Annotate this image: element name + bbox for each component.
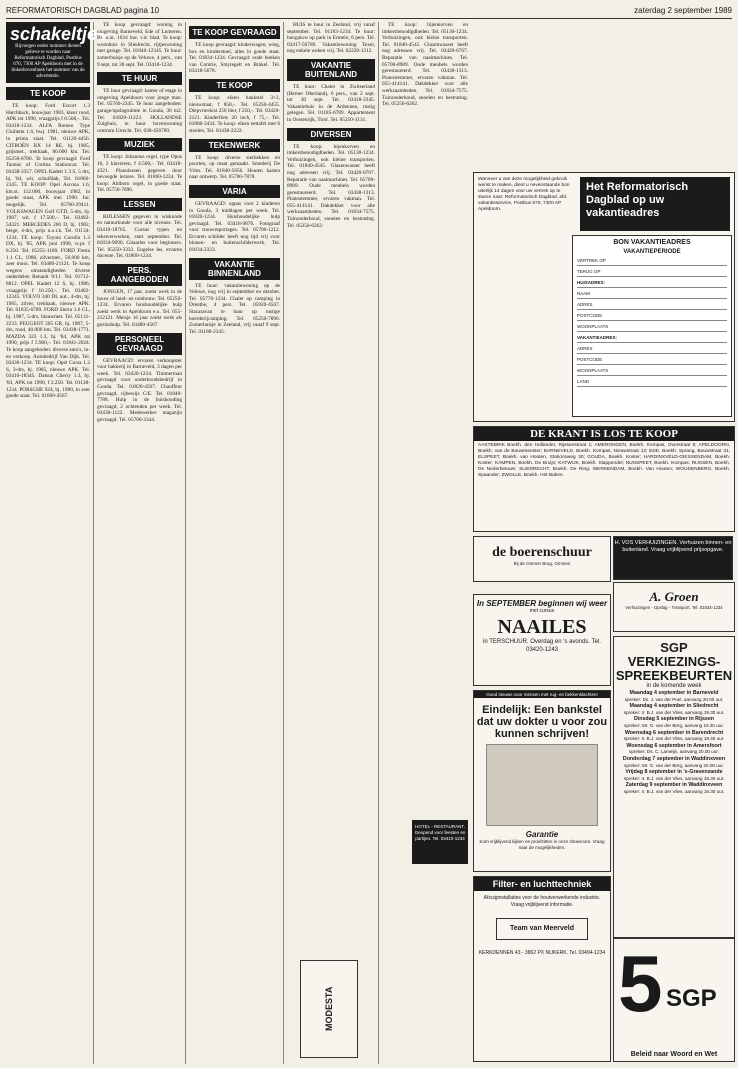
event-detail: spreker: Mr. G. van der Berg, aanvang 20.00 uur. <box>624 762 724 768</box>
ad-subheadline: in de komende week <box>646 683 702 689</box>
modesta-ad: MODESTA <box>300 960 358 1058</box>
column-2 <box>97 22 182 1064</box>
classified-text: GEVRAAGD: ervaren verkoopster voor bakkerij in Barneveld, 3 dagen per week. Tel. 03420-1234. Timmerman gevraagd voor onderhoudsbedrijf in Gouda. Tel. 01820-4567. Chauffeur gevraagd, rijbewijs C/E. Tel. 01840-7788. Hulp in de huishouding gevraagd, 2 ochtenden per week. Tel. 03430-1122. Medewerker magazijn gevraagd. Tel. 05700-3344. <box>97 357 182 423</box>
ad-headline: Het Reformatorisch Dagblad op uw vakantieadres <box>580 177 730 231</box>
event-detail: spreker: Mr. G. van der Berg, aanvang 19.30 uur. <box>624 722 724 728</box>
classified-text: HUIS te huur in Zeeland, vrij vanaf september. Tel. 01183-1234. Te huur: bungalow op park in Ermelo, 6 pers. Tel. 03417-56789. Vakantiewoning Texel, nog enkele weken vrij. Tel. 02220-1212. <box>287 22 375 55</box>
column-1 <box>6 22 108 1064</box>
section-heading: TE HUUR <box>97 72 182 85</box>
ad-headline: SGP VERKIEZINGS-SPREEKBEURTEN <box>615 640 733 683</box>
classified-text: TE koop: Ford Escort 1.3 Hatchback, bouwjaar 1983, kleur rood, APK tot 1990, vraagprijs f 6.500,-. Tel. 03418-1234. ALFA Romeo Type Giulietta 1.6, bwj. 1981, nieuwe APK, in prima staat. Tel. 01120-4456. CITROËN BX 14 RE, bj. 1985, grijsmet., trekhaak, 80.000 km. Tel. 05250-6780. Te koop gevraagd: Ford Taunus of Cortina Stationcar. Tel. 03438-3357. OPEL Kadett 1.3 S, 5 drs, bj. '84, wit, schuifdak, Tel. 01866-2345. TE KOOP: Opel Ascona 1.6, km.st. 112.000, bouwjaar 1982, in goede staat, APK mei 1990. Inr. mogelijk. Tel. 05700-29411. VOLKSWAGEN Golf GTD, 5-drs, bj. 1987, wit. f 17.500,-. Tel. 03402-54321. MERCEDES 200 D, bj. 1982, beige, 4-drs, prijs n.o.t.k. Tel. 01134-1234. TE koop: Toyota Corolla 1.3 DX, bj. '85, APK juni 1990, vr.pr. f 8.250. Tel. 05255-1180. FORD Fiesta 1.1 CL, 1986, zilvermet., 56.000 km, zeer mooi. Tel. 03480-21121. Te koop wegens omstandigheden diverse onderdelen Renault 9/11. Tel. 01712-8812. OPEL Kadett 12 S, bj. 1986, vraagprijs f 10.250,-. Tel. 03402-12345. VOLVO 340 DL aut., 4-drs, bj. 1985, zilver, trekhaak, nieuwe APK. Tel. 01835-6789. FORD Sierra 1.6 CL, bj. 1987, 5-drs, blauwmet. Tel. 05131-2233. PEUGEOT 205 GR, bj. 1987, 5-drs, rood, 40.000 km. Tel. 03438-1771. MAZDA 323 1.3, bj. '84, APK tot 1990, prijs f 5.900,-. Tel. 01841-2024. Te koop aangeboden: diverse auto's, in- en verkoop. Autobedrijf Van Dijk. Tel. 03436-1234. TE koop: Opel Corsa 1.2 S, 3-drs, bj. 1985, nieuwe APK. Tel. 03410-18345. Datsun Cherry 1.3, bj. '83, APK tot 1990, f 2.250. Tel. 01138-1234. PORSCHE 924, bj. 1980, in zeer goede staat. Tel. 01660-4567. <box>6 103 90 400</box>
ad-headline: de boerenschuur <box>492 545 592 560</box>
sgp-list-ad <box>613 938 735 1062</box>
event-item <box>614 691 734 702</box>
coupon-field[interactable]: ADRES <box>577 345 727 354</box>
section-heading: TE KOOP <box>6 87 90 100</box>
sgp-election-ad <box>613 636 735 938</box>
section-heading: MUZIEK <box>97 138 182 151</box>
classified-text: BIJLESSEN gegeven in wiskunde en natuurkunde voor alle niveaus. Tel. 03410-18765. Cursus typen en tekstverwerken, start september. Tel. 01834-9090. Gitaarles voor beginners. Tel. 05250-3333. Engelse les, ervaren docente. Tel. 01800-1234. <box>97 213 182 260</box>
coupon-field[interactable]: TERUG OP <box>577 268 727 277</box>
sofa-photo <box>486 744 598 826</box>
section-heading: VAKANTIE BUITENLAND <box>287 59 375 81</box>
ad-headline: A. Groen <box>649 589 699 604</box>
section-heading: TE KOOP <box>189 79 280 92</box>
classified-text: TE koop: Johannus orgel, type Opus 10, 2 klavieren, f 4.500,-. Tel. 03418-4321. Pianolessen gegeven door bevoegde lerares. Tel. 01860-1234. Te koop: Ahlborn orgel, in goede staat. Tel. 05750-7896. <box>97 154 182 194</box>
event-item <box>614 731 734 742</box>
ad-intro: In SEPTEMBER beginnen wij weer <box>476 599 608 608</box>
classified-text: TE huur: vakantiewoning op de Veluwe, nog vrij in september en oktober. Tel. 05770-1234. Chalet op camping in Drenthe, 4 pers. Tel. 05920-4567. Stacaravan te huur op rustige boerderijcamping. Tel. 05250-7890. Zomerhuisje in Zeeland, vrij vanaf 9 sept. Tel. 01180-2345. <box>189 282 280 335</box>
ad-headline: Eindelijk: Een bankstel dat uw dokter u voor zou kunnen schrijven! <box>476 704 608 740</box>
ad-text: Afzuiginstallaties voor de houtverwerkende industrie. Vraag vrijblijvend informatie. <box>483 895 601 908</box>
section-heading: TE KOOP GEVRAAGD <box>189 26 280 39</box>
event-item <box>614 757 734 768</box>
sofa-ad <box>473 690 611 872</box>
section-heading: PERSONEEL GEVRAAGD <box>97 333 182 355</box>
ad-text: Kom vrijblijvend kijken en proefzitten in onze showroom. Vraag naar de mogelijkheden. <box>479 839 605 850</box>
classified-text: TE koop: eiken bankstel 3+2, nieuwstaat, f 850,-. Tel. 05250-4455. Diepvrieskist 250 liter, f 250,-. Tel. 03420-2121. Kinderfiets 20 inch, f 75,-. Tel. 01860-3434. Te koop: eiken eettafel met 6 stoelen. Tel. 03438-2222. <box>189 94 280 134</box>
coupon-field[interactable]: WOONPLAATS <box>577 367 727 376</box>
event-detail: spreker: Ir. B.J. van der Vlies, aanvang 19.30 uur. <box>623 709 725 715</box>
ad-address: KERKDENNEN 43 - 3862 PX NIJKERK. Tel. 03494-1234 <box>478 950 606 956</box>
event-date: Woensdag 6 september in Barendrecht <box>624 729 724 736</box>
sewing-lesson-ad <box>473 594 611 686</box>
ad-text: met cursus <box>529 608 555 614</box>
event-detail: spreker: Ir. B.J. van der Vlies, aanvang 19.30 uur. <box>623 788 725 794</box>
ad-text: AASTEBRIK Boekh. den Hollander, Rijssenstraat 1; AMERONGEN, Boekh. Kompas, Overstraat 8; APELDOORN, Boekh. van de Bouwmeester; BARNEVELD, Boekh. Kompas, Nieuwstraat 12; EDE, Boekh. Sprang, Bouwstraat 31; ELSPEET, Boekh. van Houten, Stationsweg 30; GOUDA, Boekh. Koster; HARDINXVELD-GIESSENDAM, Boekh. Koster; KAMPEN, Boekh. De Bruijn; KATWIJK, Boekh. Slappendel; NUNSPEET, Boekh. Kompas; RIJSSEN, Boekh. De Nederbetuwe; SLIEDRECHT, Boekh. De Ring; WERKENDAM, Boekh. Van Houten; WOUDENBERG, Boekh. Spaander; ZWOLLE, Boekh. Het Baken. <box>478 443 730 478</box>
section-heading: VARIA <box>189 185 280 198</box>
event-date: Dinsdag 5 september in Rijssen <box>633 716 715 723</box>
list-number: 5 <box>618 939 663 1028</box>
header-date: zaterdag 2 september 1989 <box>634 6 732 15</box>
event-item <box>614 770 734 781</box>
ad-text: in TERSCHUUR. Overdag en 's avonds. Tel. 03420-1243 <box>483 639 601 653</box>
classified-text: TE huur: Chalet in Zwitserland (Berner Oberland), 6 pers., van 2 sept. tot 30 sept. Tel. 03418-2345. Vakantiehuis in de Ardennen, rustig gelegen. Tel. 01185-6789. Appartement in Oostenrijk, Tirol. Tel. 05250-3131. <box>287 83 375 123</box>
classified-text: TE koop gevraagd: woning in omgeving Barneveld, Ede of Lunteren. Br. o.nr. 1034 bur. v.d. blad. Te koop: woonhuis in Sliedrecht, rijtjeswoning met garage. Tel. 01840-12345. Te huur: zomerhuisje op de Veluwe, 4 pers., van 9 sept. tot 30 sept. Tel. 03418-1234. <box>97 22 182 68</box>
classified-text: TE koop gevraagd: kinderwagen, wieg, box en kinderstoel, alles in goede staat. Tel. 01834-1234. Gevraagd: oude boeken van Comrie, Smytegelt en Brakel. Tel. 03418-5678. <box>189 42 280 75</box>
hotel-ad: HOTEL - RESTAURANT. Geopend voor feesten en partijen. Tel. 03410-1234 <box>412 820 468 864</box>
event-detail: spreker: Ds. C. Lameijn, aanvang 20.00 uur. <box>629 749 719 755</box>
ad-text: Verhuizingen - Opslag - Transport. Tel. 01834-1234 <box>625 605 723 610</box>
event-date: Maandag 4 september in Sliedrecht <box>629 703 719 710</box>
event-date: Woensdag 6 september in Amersfoort <box>626 742 722 749</box>
event-item <box>614 704 734 715</box>
party-logo: SGP <box>666 985 717 1012</box>
column-rule <box>185 22 186 1064</box>
classified-text: TE koop: bijenkorven en imkersbenodigdheden. Tel. 05130-1234. Verhuizingen, ook kleine transporten. Tel. 01840-4545. Glazenwasser heeft nog adressen vrij. Tel. 03420-6767. Reparatie van naaimachines. Tel. 05700-8989. Oude meubels worden gerestaureerd. Tel. 03438-1313. Pianostemmer, ervaren vakman. Tel. 055-414141. Dakdekker voor alle werkzaamheden. Tel. 01834-7575. Tuinonderhoud, snoeien en bestrating. Tel. 05250-6262. <box>287 143 375 229</box>
event-date: Vrijdag 8 september in 's-Gravenzande <box>625 769 723 776</box>
column-rule <box>93 22 94 1064</box>
ad-intro-text: Wanneer u van deze mogelijkheid gebruik wenst te maken, dient u nevenstaande bon uiterlijk 14 dagen voor uw vertrek op te sturen naar: Reformatorisch Dagblad, afd. vakantieservice, Postbus 670, 7300 AP Apeldoorn. <box>478 177 570 212</box>
coupon-field-label: VAKANTIEADRES: <box>577 334 727 343</box>
guarantee-label: Garantie <box>525 830 559 839</box>
column-rule <box>378 22 379 1064</box>
vacation-address-ad <box>473 172 735 422</box>
page-header <box>6 4 732 19</box>
banner-title: schakeltjes <box>10 24 108 44</box>
classified-text: JONGEN, 17 jaar, zoekt werk in de bouw of land- en tuinbouw. Tel. 05250-1234. Ervaren huishoudelijke hulp zoekt werk in Apeldoorn e.o. Tel. 055-212121. Meisje 16 jaar zoekt werk als gezinshulp. Tel. 03480-4567. <box>97 289 182 328</box>
column-rule <box>283 22 284 1064</box>
groen-moving-ad <box>613 582 735 632</box>
filter-technique-ad <box>473 876 611 1062</box>
classified-text: TE koop: diverse sierhekken en poorten, op maat gemaakt. Smederij De Vries. Tel. 01840-5656. Houten kasten naar ontwerp. Tel. 05760-7878. <box>189 154 280 181</box>
event-detail: spreker: Ds. J. van der Poel, aanvang 20.00 uur. <box>624 696 724 702</box>
classified-text: TE koop: bijenkorven en imkersbenodigdheden. Tel. 05130-1234. Verhuizingen, ook kleine transporten. Tel. 01840-4545. Glazenwasser heeft nog adressen vrij. Tel. 03420-6767. Reparatie van naaimachines. Tel. 05700-8989. Oude meubels worden gerestaureerd. Tel. 03438-1313. Pianostemmer, ervaren vakman. Tel. 055-414141. Dakdekker voor alle werkzaamheden. Tel. 01834-7575. Tuinonderhoud, snoeien en bestrating. Tel. 05250-6262. <box>382 22 468 108</box>
event-item <box>614 717 734 728</box>
coupon-form <box>572 235 732 417</box>
coupon-field[interactable]: NAAM <box>577 290 727 299</box>
coupon-field[interactable]: WOONPLAATS <box>577 323 727 332</box>
event-date: Zaterdag 9 september in Waddinxveen <box>625 782 723 789</box>
ad-header: Goed nieuws voor mensen met rug- en bekkenklachten! <box>474 691 610 698</box>
coupon-field[interactable]: LAND <box>577 378 727 387</box>
event-item <box>614 783 734 794</box>
event-detail: spreker: Ir. B.J. van der Vlies, aanvang 19.30 uur. <box>623 775 725 781</box>
section-heading: DIVERSEN <box>287 128 375 141</box>
column-4 <box>287 22 375 956</box>
ad-headline: NAAILES <box>497 616 587 638</box>
party-slogan: Beleid naar Woord en Wet <box>630 1051 718 1058</box>
company-logo: Team van Meerveld <box>496 918 588 940</box>
sale-points-ad <box>473 426 735 532</box>
coupon-field[interactable]: POSTCODE <box>577 356 727 365</box>
column-5 <box>382 22 468 858</box>
ad-text: Bij de Ommer Brug, Ommen <box>513 561 571 566</box>
coupon-field[interactable]: POSTCODE <box>577 312 727 321</box>
coupon-field[interactable]: VERTREK OP <box>577 257 727 266</box>
column-3 <box>189 22 280 1064</box>
event-item <box>614 744 734 755</box>
boerenschuur-ad <box>473 536 611 582</box>
ad-headline: Filter- en luchttechniek <box>474 877 610 891</box>
event-detail: spreker: Ir. B.J. van der Vlies, aanvang 19.45 uur. <box>623 736 725 742</box>
classified-text: TE huur gevraagd: kamer of etage in omgeving Apeldoorn voor jonge man. Tel. 05760-2345. Te huur aangeboden: garage/opslagruimte in Gouda, 30 m2. Tel. 01820-11223. HOLLANDSE Zuigbuis, te huur bovenwoning centrum Utrecht. Tel. 030-456789. <box>97 88 182 134</box>
ad-headline: DE KRANT IS LOS TE KOOP <box>474 427 734 441</box>
banner-subtitle: Bijvoegen onder nummer dienen gelieve te worden naar Reformatorisch Dagblad, Postbus 670, 7300 AP Apeldoorn met in de linkerbovenhoek het nummer van de advertentie. <box>11 44 85 79</box>
section-heading: VAKANTIE BINNENLAND <box>189 258 280 280</box>
event-date: Maandag 4 september in Barneveld <box>629 690 719 696</box>
vos-moving-ad: H. VOS VERHUIZINGEN. Verhuizen binnen- en buitenland. Vraag vrijblijvend prijsopgave. <box>613 536 733 580</box>
section-heading: TEKENWERK <box>189 139 280 152</box>
coupon-title: BON VAKANTIEADRES <box>613 239 691 246</box>
schakeltjes-banner <box>6 22 108 83</box>
coupon-field-label: HUISADRES: <box>577 279 727 288</box>
section-heading: PERS. AANGEBODEN <box>97 264 182 286</box>
header-left: REFORMATORISCH DAGBLAD pagina 10 <box>6 6 160 15</box>
classified-text: GEVRAAGD: oppas voor 2 kinderen in Gouda, 3 middagen per week. Tel. 01820-1234. Huishoudelijke hulp gevraagd. Tel. 03418-9876. Fotograaf voor trouwreportages. Tel. 05700-1212. Ervaren schilder heeft nog tijd vrij voor binnen- en buitenschilderwerk. Tel. 01834-2323. <box>189 200 280 254</box>
coupon-field[interactable]: ADRES <box>577 301 727 310</box>
coupon-subtitle: VAKANTIEPERIODE <box>623 249 681 255</box>
section-heading: LESSEN <box>97 198 182 211</box>
event-date: Donderdag 7 september in Waddinxveen <box>622 755 726 762</box>
